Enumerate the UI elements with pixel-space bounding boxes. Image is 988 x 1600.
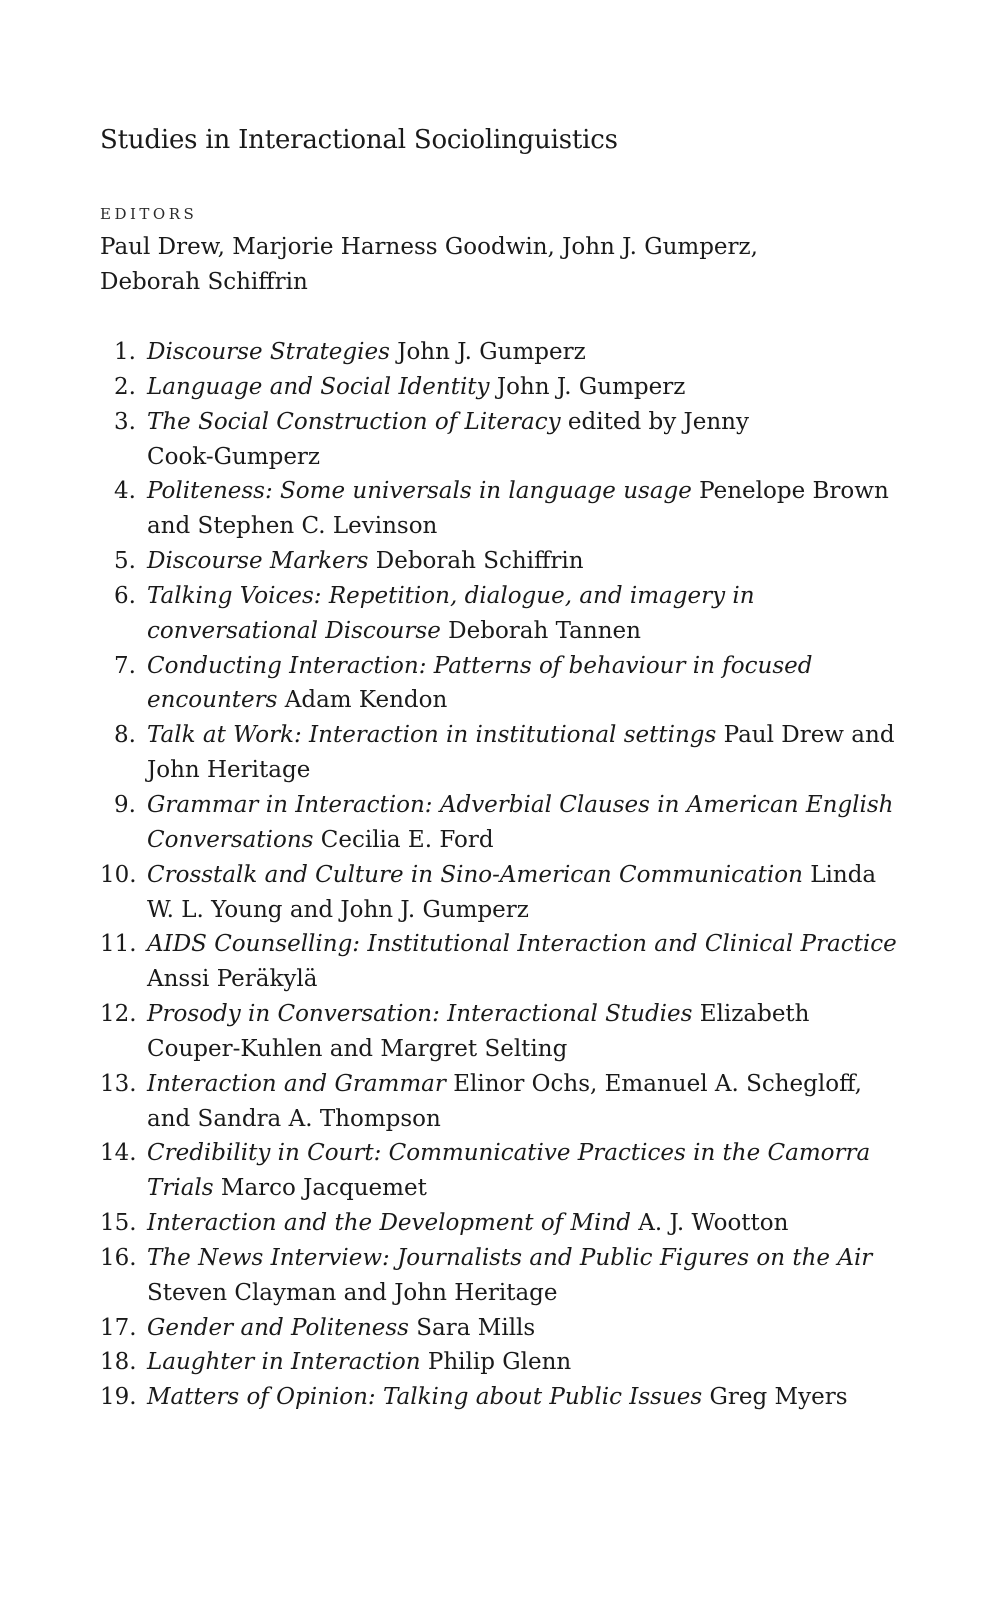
book-entry-line bbox=[147, 1380, 890, 1415]
book-title: Conducting Interaction: Patterns of behaviour in focused bbox=[147, 652, 813, 679]
book-entry-line bbox=[147, 1345, 890, 1380]
book-authors: Deborah Schiffrin bbox=[368, 548, 584, 575]
book-title: Gender and Politeness bbox=[147, 1314, 409, 1341]
book-number: 3. bbox=[114, 408, 136, 435]
book-entry bbox=[100, 1206, 890, 1241]
book-entry-line bbox=[147, 1136, 890, 1171]
book-authors: John J. Gumperz bbox=[389, 339, 586, 365]
book-entry-line bbox=[147, 649, 890, 684]
editors-heading: EDITORS bbox=[100, 205, 198, 223]
book-entry-line bbox=[147, 683, 890, 718]
book-number: 14. bbox=[100, 1140, 137, 1167]
book-authors: Marco Jacquemet bbox=[213, 1175, 427, 1202]
book-number: 9. bbox=[114, 791, 136, 818]
book-entry-line bbox=[147, 997, 890, 1032]
book-entry-line bbox=[147, 1171, 890, 1206]
book-title: The Social Construction of Literacy bbox=[147, 408, 561, 435]
book-authors: Sara Mills bbox=[408, 1314, 536, 1341]
book-entry bbox=[100, 718, 895, 788]
book-authors: Deborah Tannen bbox=[440, 617, 641, 644]
book-entry bbox=[100, 544, 890, 579]
editors-line: Paul Drew, Marjorie Harness Goodwin, John J. Gumperz, bbox=[100, 234, 758, 260]
book-title: Talk at Work: Interaction in institutional settings bbox=[147, 722, 717, 749]
book-entry-line bbox=[147, 405, 890, 440]
book-authors: Anssi Peräkylä bbox=[147, 966, 318, 993]
book-entry-line bbox=[147, 1206, 890, 1241]
book-title: conversational Discourse bbox=[147, 617, 441, 644]
book-authors: John Heritage bbox=[147, 757, 311, 784]
book-authors: Adam Kendon bbox=[277, 687, 448, 714]
book-number: 6. bbox=[114, 582, 136, 609]
book-entry-line bbox=[147, 1067, 890, 1102]
book-title: Conversations bbox=[147, 826, 314, 853]
book-number: 10. bbox=[100, 861, 137, 888]
series-title: Studies in Interactional Sociolinguistics bbox=[100, 125, 618, 155]
book-entry bbox=[100, 1136, 890, 1206]
book-number: 8. bbox=[114, 722, 136, 749]
book-number: 13. bbox=[100, 1070, 137, 1097]
book-title: The News Interview: Journalists and Public Figures on the Air bbox=[147, 1244, 873, 1271]
book-entry bbox=[100, 997, 890, 1067]
book-number: 16. bbox=[100, 1244, 137, 1271]
book-authors: Elinor Ochs, Emanuel A. Schegloff, bbox=[445, 1070, 862, 1097]
book-title: Crosstalk and Culture in Sino-American Communication bbox=[147, 861, 803, 888]
book-title: AIDS Counselling: Institutional Interaction and Clinical Practice bbox=[147, 931, 897, 958]
book-entry-line bbox=[147, 893, 890, 928]
book-authors: and Sandra A. Thompson bbox=[147, 1105, 441, 1132]
book-title: Prosody in Conversation: Interactional Studies bbox=[147, 1001, 693, 1028]
book-authors: Paul Drew and bbox=[716, 722, 895, 749]
book-authors: Philip Glenn bbox=[420, 1349, 572, 1376]
book-entry bbox=[100, 370, 890, 405]
book-authors: Linda bbox=[802, 861, 877, 888]
book-entry bbox=[100, 1380, 890, 1415]
book-entry-line bbox=[147, 544, 890, 579]
book-entry bbox=[100, 579, 890, 649]
book-authors: Penelope Brown bbox=[691, 478, 889, 505]
book-number: 1. bbox=[114, 339, 136, 365]
book-authors: Couper-Kuhlen and Margret Selting bbox=[147, 1035, 568, 1062]
book-number: 17. bbox=[100, 1314, 137, 1341]
book-authors: W. L. Young and John J. Gumperz bbox=[147, 896, 529, 923]
series-book-list bbox=[100, 335, 897, 1415]
book-authors: edited by Jenny bbox=[560, 408, 749, 435]
book-number: 2. bbox=[114, 373, 136, 400]
book-title: Interaction and the Development of Mind bbox=[147, 1210, 631, 1237]
book-entry-line bbox=[147, 440, 890, 475]
book-entry-line bbox=[147, 370, 890, 405]
book-title: Politeness: Some universals in language usage bbox=[147, 478, 692, 505]
book-entry-line bbox=[147, 962, 890, 997]
book-title: Matters of Opinion: Talking about Public Issues bbox=[147, 1384, 703, 1411]
book-title: Trials bbox=[147, 1175, 214, 1202]
book-number: 15. bbox=[100, 1210, 137, 1237]
book-entry-line bbox=[147, 579, 890, 614]
book-title: encounters bbox=[147, 687, 278, 714]
book-entry-line bbox=[147, 614, 890, 649]
book-number: 19. bbox=[100, 1384, 137, 1411]
editors-names bbox=[100, 230, 860, 300]
book-title: Laughter in Interaction bbox=[147, 1349, 421, 1376]
book-entry bbox=[100, 858, 890, 928]
book-entry-line bbox=[147, 718, 895, 753]
book-entry bbox=[100, 1067, 890, 1137]
book-title: Interaction and Grammar bbox=[147, 1070, 446, 1097]
book-number: 5. bbox=[114, 548, 136, 575]
book-entry-line bbox=[147, 1241, 890, 1276]
book-authors: Cecilia E. Ford bbox=[313, 826, 494, 853]
book-entry-line bbox=[147, 753, 890, 788]
book-entry-line bbox=[147, 1032, 890, 1067]
book-authors: Greg Myers bbox=[702, 1384, 848, 1411]
book-authors: A. J. Wootton bbox=[630, 1210, 789, 1237]
book-title: Discourse Markers bbox=[147, 548, 369, 575]
editors-line: Deborah Schiffrin bbox=[100, 269, 308, 295]
book-entry bbox=[100, 788, 894, 858]
book-entry bbox=[100, 1241, 890, 1311]
book-authors: Steven Clayman and John Heritage bbox=[147, 1279, 558, 1306]
book-authors: Elizabeth bbox=[692, 1001, 810, 1028]
book-entry-line bbox=[147, 335, 890, 370]
book-title: Discourse Strategies bbox=[147, 339, 390, 365]
book-entry bbox=[100, 927, 897, 997]
book-number: 12. bbox=[100, 1001, 137, 1028]
book-entry bbox=[100, 649, 890, 719]
book-entry-line bbox=[147, 788, 894, 823]
book-entry-line bbox=[147, 474, 890, 509]
book-entry bbox=[100, 405, 890, 475]
book-entry bbox=[100, 335, 890, 370]
book-entry bbox=[100, 1345, 890, 1380]
book-title: Credibility in Court: Communicative Practices in the Camorra bbox=[147, 1140, 871, 1167]
book-title: Language and Social Identity bbox=[147, 373, 490, 400]
book-number: 4. bbox=[114, 478, 136, 505]
book-entry-line bbox=[147, 1311, 890, 1346]
book-entry-line bbox=[147, 509, 890, 544]
book-entry-line bbox=[147, 927, 897, 962]
book-entry bbox=[100, 1311, 890, 1346]
book-number: 18. bbox=[100, 1349, 137, 1376]
book-number: 11. bbox=[100, 931, 137, 958]
book-entry bbox=[100, 474, 890, 544]
book-entry-line bbox=[147, 823, 890, 858]
book-title: Grammar in Interaction: Adverbial Clauses in American English bbox=[147, 791, 894, 818]
book-entry-line bbox=[147, 1102, 890, 1137]
book-entry-line bbox=[147, 1276, 890, 1311]
book-entry-line bbox=[147, 858, 890, 893]
book-authors: John J. Gumperz bbox=[489, 373, 686, 400]
book-title: Talking Voices: Repetition, dialogue, and imagery in bbox=[147, 582, 755, 609]
book-number: 7. bbox=[114, 652, 136, 679]
book-authors: and Stephen C. Levinson bbox=[147, 513, 438, 540]
book-authors: Cook-Gumperz bbox=[147, 443, 321, 470]
